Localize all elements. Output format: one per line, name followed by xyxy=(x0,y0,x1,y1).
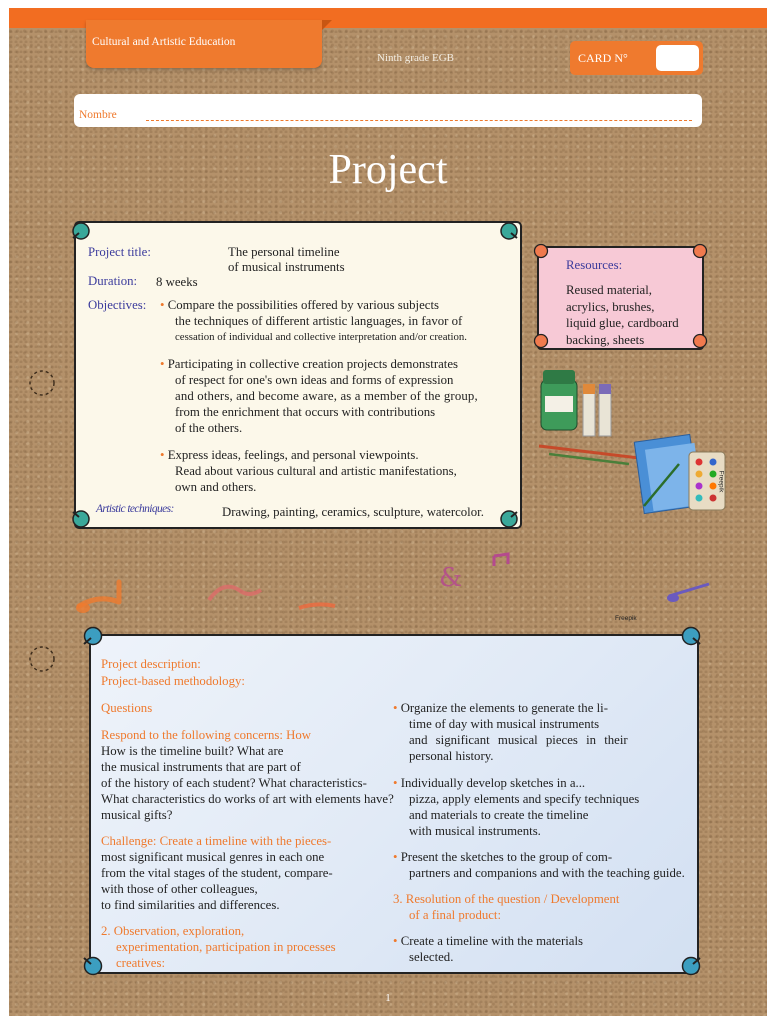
challenge-line: most significant musical genres in each one xyxy=(101,850,325,864)
freepik-credit: Freepik xyxy=(615,615,637,622)
pushpin-icon xyxy=(530,330,552,352)
objective-2-line2: of respect for one's own ideas and forms of expression xyxy=(175,373,454,387)
duration-label: Duration: xyxy=(88,274,138,288)
resource-item: Reused material, xyxy=(566,283,652,297)
project-title-line2: of musical instruments xyxy=(228,260,345,274)
duration-value: 8 weeks xyxy=(156,275,198,289)
freepik-credit: Freepik xyxy=(717,470,725,493)
project-description-panel xyxy=(89,634,699,974)
page-title: Project xyxy=(328,147,448,193)
observation-heading: experimentation, participation in processes xyxy=(116,940,336,954)
concerns-line: musical gifts? xyxy=(101,808,173,822)
resolution-heading: of a final product: xyxy=(409,908,502,922)
art-supplies-illustration xyxy=(529,366,729,516)
challenge-line: from the vital stages of the student, compare- xyxy=(101,866,333,880)
card-label: CARD N° xyxy=(578,51,628,65)
methodology-heading: Project-based methodology: xyxy=(101,674,245,688)
step-line: pizza, apply elements and specify techniques xyxy=(409,792,640,806)
step-line: with musical instruments. xyxy=(409,824,541,838)
step-line: and significant musical pieces in their xyxy=(409,733,628,747)
pushpin-icon xyxy=(68,506,94,532)
resource-item: liquid glue, cardboard xyxy=(566,316,679,330)
resources-card xyxy=(537,246,704,350)
subject-tab xyxy=(86,20,322,68)
pushpin-icon xyxy=(79,622,107,650)
pushpin-icon xyxy=(677,622,705,650)
pushpin-icon xyxy=(677,952,705,980)
name-field[interactable] xyxy=(74,94,702,127)
observation-heading: 2. Observation, exploration, xyxy=(101,924,245,938)
pushpin-icon xyxy=(79,952,107,980)
resource-item: backing, sheets xyxy=(566,332,645,347)
objective-3-line2: Read about various cultural and artistic manifestations, xyxy=(175,464,457,478)
challenge-heading: Challenge: Create a timeline with the pieces- xyxy=(101,834,332,848)
grade-label: Ninth grade EGB xyxy=(377,52,454,64)
pushpin-icon xyxy=(689,240,711,262)
final-bullet: • Create a timeline with the materials xyxy=(393,934,583,948)
concerns-line: How is the timeline built? What are xyxy=(101,744,284,758)
subject-label: Cultural and Artistic Education xyxy=(92,36,236,48)
objective-1-line1: • Compare the possibilities offered by various subjects xyxy=(160,298,439,312)
objective-2-line1: • Participating in collective creation projects demonstrates xyxy=(160,357,459,371)
challenge-line: with those of other colleagues, xyxy=(101,882,258,896)
project-title-label: Project title: xyxy=(88,245,151,259)
dashed-circle-decoration xyxy=(27,644,57,674)
resolution-heading: 3. Resolution of the question / Development xyxy=(393,892,620,906)
pushpin-icon xyxy=(68,218,94,244)
description-heading: Project description: xyxy=(101,657,201,671)
objective-1-line2: the techniques of different artistic languages, in favor of xyxy=(175,314,463,328)
techniques-label: Artistic techniques: xyxy=(96,503,174,515)
objective-2-line4: from the enrichment that occurs with contributions xyxy=(175,405,436,419)
tab-fold xyxy=(322,20,332,30)
name-line xyxy=(146,120,692,121)
final-line: selected. xyxy=(409,950,454,964)
objectives-label: Objectives: xyxy=(88,298,147,312)
project-info-panel xyxy=(74,221,522,529)
concerns-line: of the history of each student? What characteristics- xyxy=(101,776,367,790)
resources-list xyxy=(566,282,679,348)
objective-1-line3: cessation of individual and collective interpretation and/or creation. xyxy=(175,331,468,343)
step-line: personal history. xyxy=(409,749,494,763)
pushpin-icon xyxy=(530,240,552,262)
step-bullet: • Present the sketches to the group of com- xyxy=(393,850,613,864)
svg-text:&: & xyxy=(439,563,463,593)
techniques-value: Drawing, painting, ceramics, sculpture, watercolor. xyxy=(222,505,484,519)
step-line: time of day with musical instruments xyxy=(409,717,600,731)
objective-3-line3: own and others. xyxy=(175,480,257,494)
objective-2-line5: of the others. xyxy=(175,421,243,435)
questions-heading: Questions xyxy=(101,701,153,715)
step-bullet: • Organize the elements to generate the li- xyxy=(393,701,608,715)
name-label: Nombre xyxy=(79,109,117,121)
step-bullet: • Individually develop sketches in a... xyxy=(393,776,586,790)
observation-heading: creatives: xyxy=(116,956,166,970)
objective-3-line1: • Express ideas, feelings, and personal viewpoints. xyxy=(160,448,419,462)
concerns-line: What characteristics do works of art with elements have? xyxy=(101,792,394,806)
card-number-box xyxy=(570,41,703,75)
resource-item: acrylics, brushes, xyxy=(566,299,655,314)
concerns-heading: Respond to the following concerns: How xyxy=(101,728,312,742)
pushpin-icon xyxy=(689,330,711,352)
dashed-circle-decoration xyxy=(27,368,57,398)
pushpin-icon xyxy=(496,506,522,532)
challenge-line: to find similarities and differences. xyxy=(101,898,280,912)
card-number-field[interactable] xyxy=(656,45,699,71)
page-number: 1 xyxy=(385,992,391,1004)
concerns-line: the musical instruments that are part of xyxy=(101,760,301,774)
resources-title: Resources: xyxy=(566,258,623,272)
worksheet-page xyxy=(9,8,767,1016)
project-title-line1: The personal timeline xyxy=(228,245,340,259)
step-line: and materials to create the timeline xyxy=(409,808,589,822)
step-line: partners and companions and with the teaching guide. xyxy=(409,866,685,880)
pushpin-icon xyxy=(496,218,522,244)
objective-2-line3: and others, and become aware, as a member of the group, xyxy=(175,389,478,403)
